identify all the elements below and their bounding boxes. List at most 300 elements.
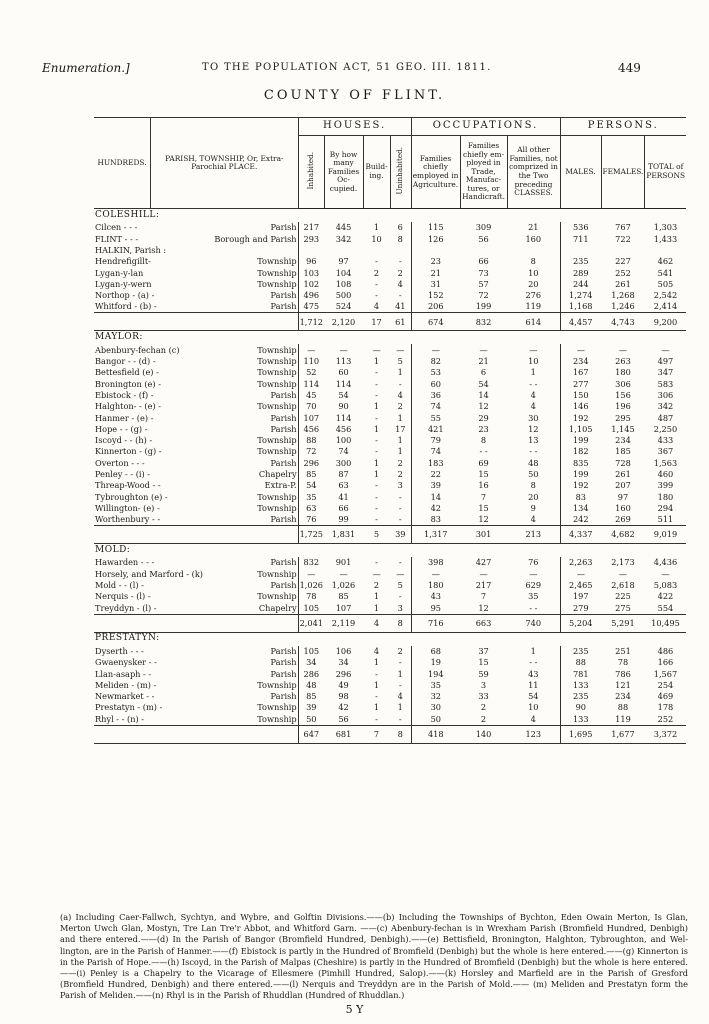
total-spacer: [94, 614, 298, 632]
total-value: 3,372: [645, 725, 686, 743]
cell-value: 104: [335, 267, 352, 278]
section-row: [94, 632, 686, 646]
cell-value: 88: [306, 435, 317, 446]
table-row: [94, 557, 686, 568]
cell-value: 74: [430, 446, 441, 457]
cell-value: 244: [572, 278, 589, 289]
cell-value: 300: [335, 457, 352, 468]
total-row: [94, 725, 686, 743]
cell-value: -: [390, 378, 411, 389]
table-row: [94, 480, 686, 491]
cell-value: -: [375, 256, 378, 267]
cell-value: 97: [617, 491, 629, 502]
cell-value: 234: [615, 691, 631, 702]
total-value: 1,317: [411, 526, 460, 544]
cell-value: —: [390, 568, 411, 579]
cell-value: 261: [615, 468, 631, 479]
section-row: [94, 544, 686, 558]
cell-value: 487: [657, 412, 674, 423]
section-row: [94, 209, 686, 223]
cell-value: [390, 245, 411, 256]
place-name: Tybroughton (e) -: [95, 491, 168, 502]
col-group-persons: PERSONS.: [560, 118, 686, 136]
cell-value: 445: [335, 222, 352, 233]
place-name: Newmarket - -: [95, 691, 155, 702]
place-type: Township: [213, 446, 298, 457]
cell-value: 39: [306, 702, 317, 713]
cell-value: 2,173: [611, 557, 635, 568]
cell-value: 1: [507, 367, 560, 378]
place-name: Bettesfield (e) -: [95, 367, 159, 378]
cell-value: 835: [572, 457, 589, 468]
cell-value: —: [661, 344, 670, 355]
cell-value: 1,433: [653, 233, 678, 244]
total-spacer: [94, 725, 298, 743]
cell-value: 20: [507, 278, 560, 289]
cell-value: 2: [480, 702, 487, 713]
section-name: PRESTATYN:: [95, 633, 160, 644]
cell-value: 182: [572, 446, 589, 457]
cell-value: 242: [572, 514, 589, 525]
place-name: Dyserth - - -: [95, 645, 144, 656]
col-males: MALES.: [560, 136, 601, 209]
place-type: Parish: [213, 646, 298, 657]
section-name: COLESHILL:: [95, 209, 160, 220]
total-value: 418: [411, 725, 460, 743]
cell-value: 32: [430, 691, 441, 702]
cell-value: 20: [507, 491, 560, 502]
cell-value: 225: [615, 591, 631, 602]
place-name: FLINT - - -: [95, 233, 139, 244]
place-name: Prestatyn - (m) -: [95, 702, 163, 713]
cell-value: 55: [430, 412, 441, 423]
place-type: Township: [213, 680, 298, 691]
cell-value: 4: [390, 691, 411, 702]
cell-value: 30: [430, 702, 441, 713]
cell-value: 19: [430, 657, 441, 668]
col-inhabited: Inhabited.: [305, 152, 315, 190]
cell-value: [363, 245, 390, 256]
cell-value: 1: [373, 468, 380, 479]
cell-value: -: [390, 491, 411, 502]
cell-value: 722: [615, 233, 631, 244]
cell-value: 54: [306, 480, 317, 491]
cell-value: [411, 245, 460, 256]
place-type: Township: [213, 367, 298, 378]
cell-value: -: [375, 290, 378, 301]
cell-value: —: [479, 344, 488, 355]
cell-value: 87: [338, 468, 349, 479]
table-row: [94, 680, 686, 691]
cell-value: 4: [507, 713, 560, 725]
cell-value: 178: [657, 702, 674, 713]
place-type: Township: [213, 713, 298, 725]
cell-value: 1: [373, 657, 380, 668]
cell-value: 252: [657, 713, 674, 724]
cell-value: 293: [303, 233, 320, 244]
place-type: Township: [213, 344, 298, 355]
cell-value: [460, 245, 507, 256]
cell-value: -: [375, 514, 378, 525]
cell-value: 901: [335, 557, 352, 568]
cell-value: 306: [657, 389, 674, 400]
cell-value: 11: [507, 680, 560, 691]
cell-value: 235: [572, 256, 589, 267]
cell-value: 276: [507, 290, 560, 301]
cell-value: 54: [507, 691, 560, 702]
total-value: 9,200: [645, 313, 686, 331]
cell-value: 50: [507, 469, 560, 480]
cell-value: —: [576, 344, 585, 355]
cell-value: -: [390, 680, 411, 691]
cell-value: 14: [478, 389, 489, 400]
total-value: 2,120: [324, 313, 363, 331]
cell-value: 1: [373, 222, 380, 233]
place-type: Borough and Parish: [214, 233, 297, 244]
cell-value: 7: [480, 491, 487, 502]
cell-value: 107: [303, 412, 320, 423]
cell-value: 45: [306, 389, 317, 400]
cell-value: 2: [373, 267, 380, 278]
cell-value: —: [390, 344, 411, 355]
total-value: 674: [411, 313, 460, 331]
cell-value: 4: [373, 301, 380, 312]
cell-value: 1: [373, 457, 380, 468]
cell-value: 63: [338, 480, 349, 491]
cell-value: 217: [475, 580, 492, 591]
cell-value: 235: [572, 645, 589, 656]
total-value: 8: [390, 614, 411, 632]
place-type: Chapelry: [213, 469, 298, 480]
cell-value: 433: [657, 435, 674, 446]
table-row: [94, 423, 686, 434]
cell-value: 102: [303, 278, 320, 289]
table-row: [94, 233, 686, 244]
cell-value: 427: [475, 557, 492, 568]
cell-value: 21: [507, 222, 560, 233]
cell-value: —: [339, 344, 348, 355]
cell-value: 1: [507, 646, 560, 657]
table-row: [94, 222, 686, 233]
cell-value: 1: [390, 412, 411, 423]
cell-value: 1: [373, 356, 380, 367]
cell-value: -: [375, 480, 378, 491]
cell-value: 90: [338, 401, 349, 412]
cell-value: 2: [390, 469, 411, 480]
cell-value: 119: [507, 301, 560, 313]
cell-value: 30: [507, 412, 560, 423]
cell-value: 167: [572, 367, 589, 378]
total-value: 5: [363, 526, 390, 544]
total-row: [94, 313, 686, 331]
cell-value: 99: [338, 514, 349, 525]
cell-value: -: [390, 503, 411, 514]
cell-value: 23: [478, 423, 489, 434]
cell-value: 69: [478, 457, 489, 468]
cell-value: -: [375, 446, 378, 457]
cell-value: 4: [507, 401, 560, 412]
cell-value: 72: [478, 290, 489, 301]
cell-value: —: [618, 344, 628, 355]
col-parish: PARISH, TOWNSHIP, Or, Extra-Parochial PLACE.: [151, 118, 299, 209]
col-building: Build-ing.: [363, 136, 390, 209]
total-value: 5,291: [601, 614, 645, 632]
cell-value: 16: [478, 480, 489, 491]
cell-value: 36: [430, 389, 441, 400]
cell-value: 1: [373, 401, 380, 412]
cell-value: 194: [427, 668, 444, 679]
cell-value: 63: [306, 502, 317, 513]
cell-value: 2: [390, 401, 411, 412]
place-name: Lygan-y-lan: [95, 267, 144, 278]
cell-value: —: [507, 344, 560, 355]
cell-value: 5: [390, 356, 411, 367]
cell-value: 294: [657, 502, 674, 513]
cell-value: 6: [390, 222, 411, 233]
cell-value: [601, 245, 645, 256]
total-value: 740: [507, 614, 560, 632]
cell-value: 234: [572, 356, 589, 367]
cell-value: - -: [479, 446, 488, 457]
place-type: Parish: [213, 668, 298, 679]
place-type: Parish: [213, 222, 298, 233]
cell-value: —: [576, 568, 585, 579]
total-value: 1,725: [298, 526, 324, 544]
cell-value: 505: [657, 278, 674, 289]
cell-value: 41: [390, 301, 411, 313]
cell-value: —: [431, 344, 440, 355]
cell-value: —: [618, 568, 628, 579]
cell-value: -: [390, 290, 411, 301]
cell-value: 275: [615, 602, 631, 613]
total-row: [94, 526, 686, 544]
cell-value: 235: [572, 691, 589, 702]
place-name: Hendrefigillt-: [95, 256, 151, 267]
cell-value: 70: [306, 401, 317, 412]
total-value: 2,041: [298, 614, 324, 632]
cell-value: 53: [430, 367, 441, 378]
cell-value: 180: [427, 580, 444, 591]
place-name: Worthenbury - -: [95, 514, 161, 525]
cell-value: 227: [615, 256, 631, 267]
col-females: FEMALES.: [601, 136, 645, 209]
cell-value: 786: [615, 668, 631, 679]
cell-value: -: [375, 491, 378, 502]
cell-value: 6: [480, 367, 487, 378]
cell-value: 12: [478, 514, 489, 525]
cell-value: 342: [335, 233, 352, 244]
total-value: 17: [363, 313, 390, 331]
cell-value: - -: [507, 446, 560, 457]
place-type: Parish: [213, 657, 298, 668]
table-row: [94, 356, 686, 367]
cell-value: —: [372, 568, 381, 579]
cell-value: —: [479, 568, 488, 579]
cell-value: 10: [371, 233, 382, 244]
total-value: 123: [507, 725, 560, 743]
cell-value: 1,026: [299, 580, 324, 591]
cell-value: 2: [390, 267, 411, 278]
cell-value: 2: [390, 646, 411, 657]
total-value: 4: [363, 614, 390, 632]
cell-value: 114: [335, 378, 352, 389]
cell-value: 1: [373, 423, 380, 434]
cell-value: 1: [373, 602, 380, 613]
table-row: [94, 367, 686, 378]
col-group-occupations: OCCUPATIONS.: [411, 118, 560, 136]
total-value: 1,677: [601, 725, 645, 743]
cell-value: 497: [657, 356, 674, 367]
cell-value: 83: [575, 491, 586, 502]
col-agriculture: Families chiefly employed in Agriculture.: [411, 136, 460, 209]
place-name: Penley - - (i) -: [95, 468, 151, 479]
place-type: Township: [213, 401, 298, 412]
table-row: [94, 278, 686, 289]
total-value: 1,831: [324, 526, 363, 544]
cell-value: 541: [657, 267, 674, 278]
cell-value: 114: [303, 378, 320, 389]
table-row: [94, 344, 686, 355]
section-name: MAYLOR:: [95, 332, 143, 343]
cell-value: —: [339, 568, 348, 579]
place-name: Hope - - (g) -: [95, 423, 148, 434]
place-type: Parish: [213, 557, 298, 568]
cell-value: 554: [657, 602, 674, 613]
table-row: [94, 580, 686, 591]
cell-value: 119: [615, 713, 631, 724]
table-row: [94, 245, 686, 256]
cell-value: 33: [478, 691, 489, 702]
place-name: Lygan-y-wern: [95, 278, 152, 289]
cell-value: -: [375, 278, 378, 289]
table-row: [94, 267, 686, 278]
cell-value: 10: [507, 267, 560, 278]
total-value: 832: [460, 313, 507, 331]
place-type: Parish: [213, 580, 298, 591]
cell-value: 279: [572, 602, 589, 613]
table-row: [94, 435, 686, 446]
cell-value: 4: [507, 390, 560, 401]
total-value: 7: [363, 725, 390, 743]
cell-value: 48: [306, 679, 317, 690]
cell-value: 422: [657, 591, 674, 602]
cell-value: -: [375, 713, 378, 724]
total-value: 681: [324, 725, 363, 743]
cell-value: 95: [430, 602, 441, 613]
cell-value: 460: [657, 468, 674, 479]
cell-value: 456: [303, 423, 320, 434]
cell-value: —: [307, 344, 316, 355]
cell-value: 5: [390, 580, 411, 591]
cell-value: 103: [303, 267, 320, 278]
cell-value: —: [507, 568, 560, 579]
total-value: 301: [460, 526, 507, 544]
place-name: Nerquis - (l) -: [95, 591, 151, 602]
cell-value: 88: [575, 657, 586, 668]
cell-value: 199: [475, 301, 492, 312]
cell-value: 108: [335, 278, 352, 289]
cell-value: 60: [430, 378, 441, 389]
page-number: 449: [618, 61, 641, 75]
cell-value: 41: [338, 491, 349, 502]
cell-value: 398: [427, 557, 444, 568]
cell-value: 1: [390, 435, 411, 446]
table-row: [94, 646, 686, 657]
cell-value: 1,268: [611, 290, 635, 301]
place-type: Parish: [213, 290, 298, 301]
place-type: Parish: [213, 390, 298, 401]
cell-value: 152: [427, 290, 444, 301]
cell-value: 35: [507, 591, 560, 602]
table-row: [94, 657, 686, 668]
place-type: Township: [213, 356, 298, 367]
cell-value: 1,168: [569, 301, 593, 312]
col-total: TOTAL of PERSONS: [645, 136, 686, 209]
cell-value: 2,542: [653, 290, 678, 301]
cell-value: 14: [430, 491, 441, 502]
cell-value: 39: [430, 480, 441, 491]
total-value: 213: [507, 526, 560, 544]
cell-value: 421: [427, 423, 444, 434]
cell-value: —: [372, 344, 381, 355]
place-type: Parish: [213, 691, 298, 702]
cell-value: 399: [657, 480, 674, 491]
cell-value: 4,436: [653, 557, 678, 568]
place-name: Bronington (e) -: [95, 378, 161, 389]
cell-value: 113: [335, 356, 352, 367]
cell-value: 72: [306, 446, 317, 457]
cell-value: —: [431, 568, 440, 579]
cell-value: 296: [303, 457, 320, 468]
place-name: Horsely, and Marford - (k): [95, 568, 204, 579]
cell-value: 150: [572, 389, 589, 400]
section-name: MOLD:: [95, 544, 131, 555]
cell-value: -: [375, 435, 378, 446]
total-spacer: [94, 313, 298, 331]
cell-value: 7: [480, 591, 487, 602]
cell-value: -: [390, 591, 411, 602]
table-row: [94, 446, 686, 457]
table-row: [94, 301, 686, 313]
place-name: Treyddyn - (l) -: [95, 602, 157, 613]
cell-value: -: [390, 657, 411, 668]
cell-value: -: [375, 412, 378, 423]
place-type: Township: [213, 267, 298, 278]
cell-value: 56: [338, 713, 349, 724]
running-head-title: TO THE POPULATION ACT, 51 GEO. III. 1811.: [202, 62, 492, 73]
cell-value: 2,263: [569, 557, 593, 568]
cell-value: 8: [390, 233, 411, 244]
cell-value: 2: [390, 457, 411, 468]
cell-value: 347: [657, 367, 674, 378]
place-type: Township: [213, 503, 298, 514]
cell-value: 37: [478, 645, 489, 656]
place-type: Township: [213, 702, 298, 713]
column-group-row: [94, 118, 686, 136]
cell-value: 469: [657, 691, 674, 702]
cell-value: 114: [335, 412, 352, 423]
place-name: Iscoyd - - (h) -: [95, 435, 153, 446]
cell-value: 105: [303, 645, 320, 656]
cell-value: 66: [478, 256, 489, 267]
table-row: [94, 378, 686, 389]
place-name: Overton - - -: [95, 457, 145, 468]
place-name: Kinnerton - (g) -: [95, 446, 162, 457]
cell-value: 83: [430, 514, 441, 525]
place-type: Parish: [213, 457, 298, 468]
cell-value: 156: [615, 389, 631, 400]
cell-value: 180: [657, 491, 674, 502]
